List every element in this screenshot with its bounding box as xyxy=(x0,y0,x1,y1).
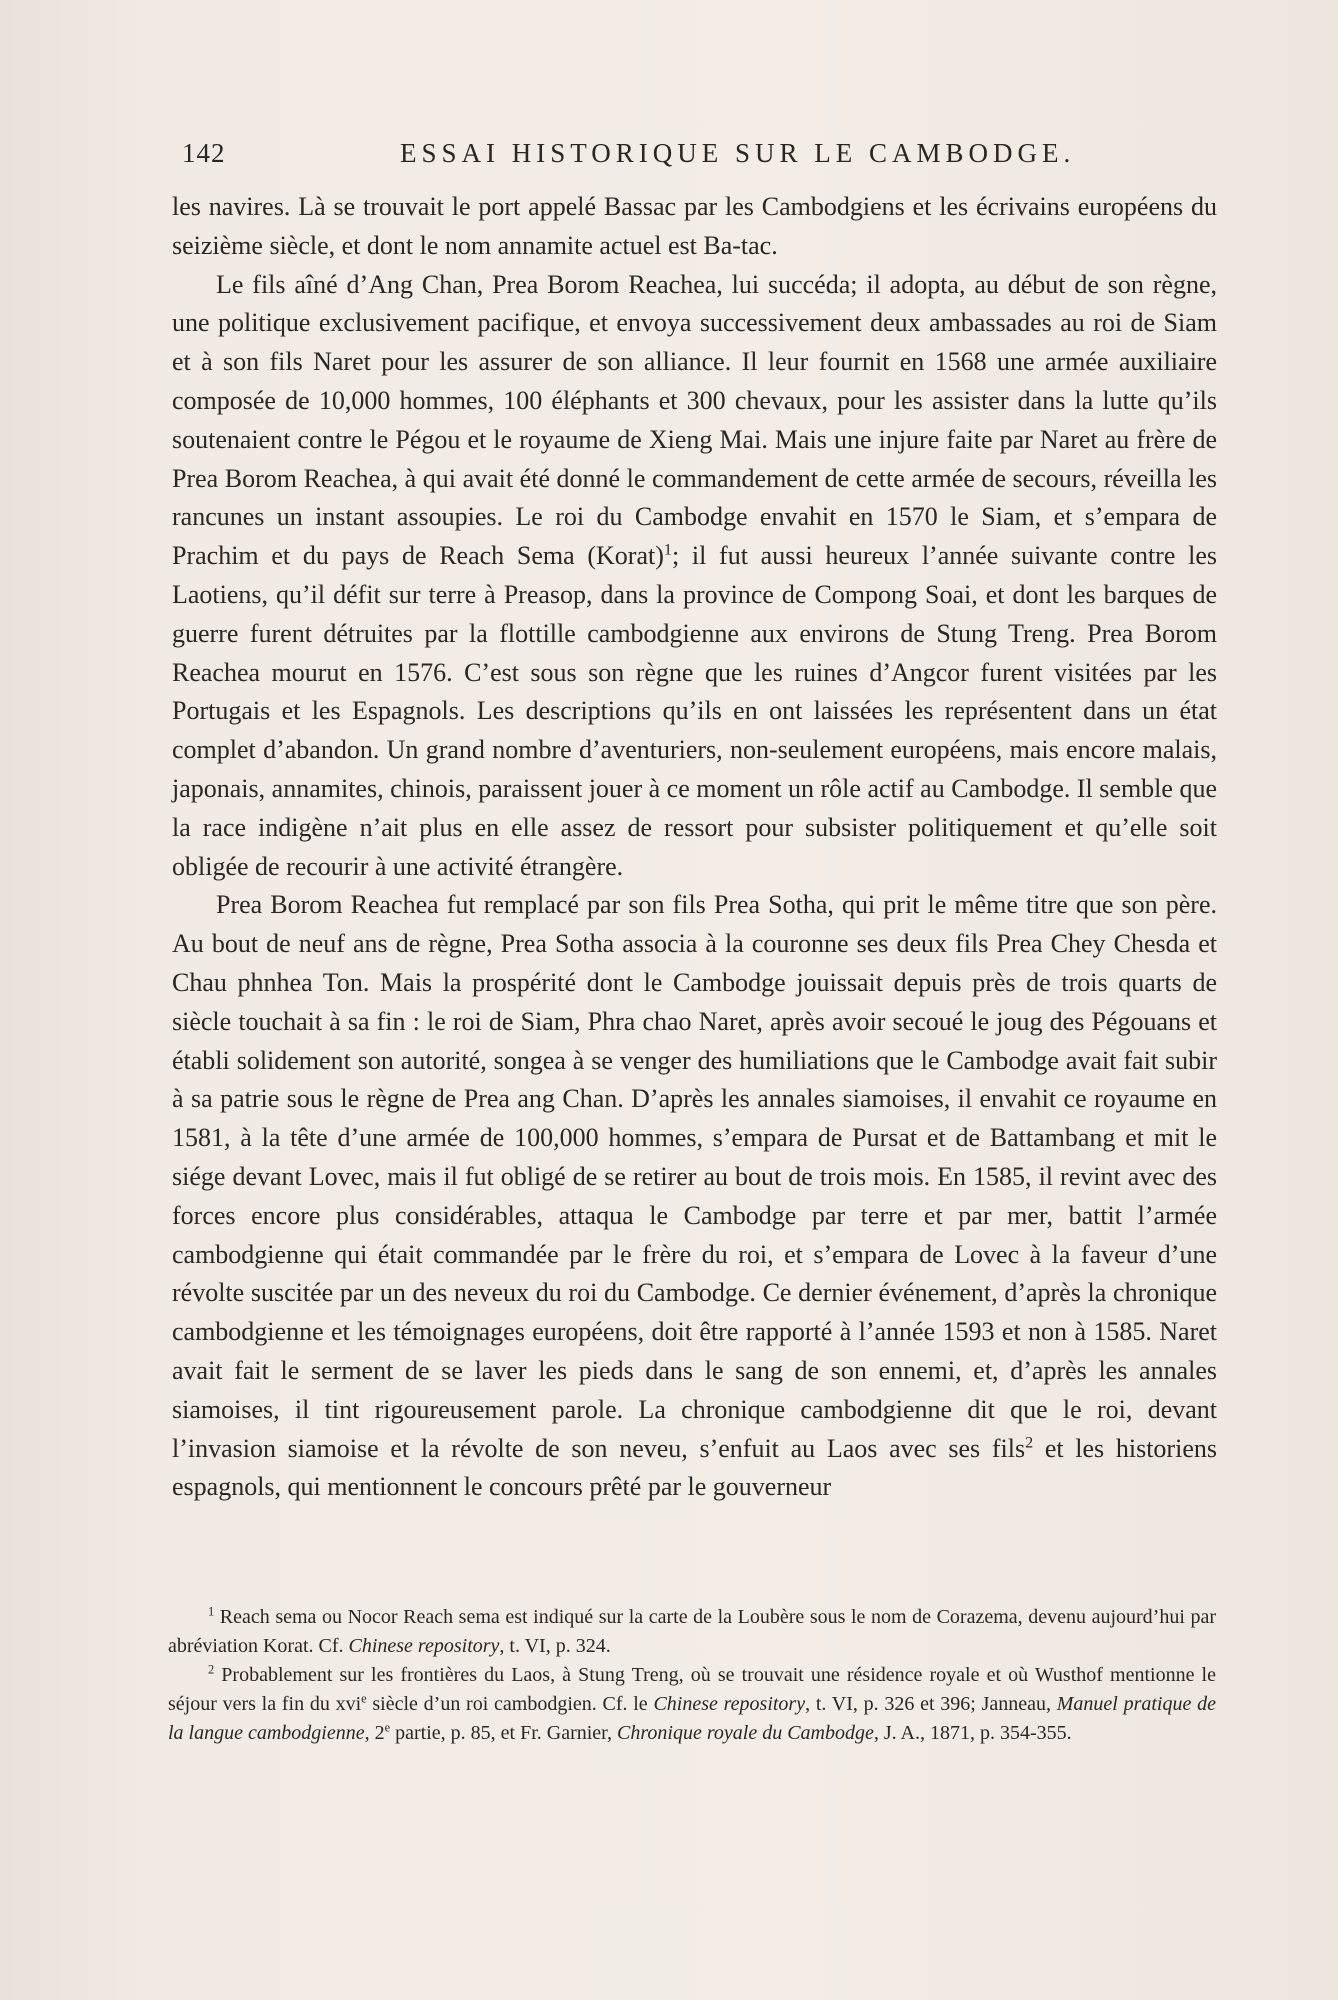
running-title: ESSAI HISTORIQUE SUR LE CAMBODGE. xyxy=(400,138,1076,168)
footnote-2-text-f: , J. A., 1871, p. 354-355. xyxy=(873,1722,1072,1744)
footnote-2-text-e: partie, p. 85, et Fr. Garnier, xyxy=(390,1722,618,1744)
footnote-2-title-2: Manuel pratique de la langue cambodgienne xyxy=(168,1693,1216,1744)
footnote-1-text-a: Reach sema ou Nocor Reach sema est indiqué sur la carte de la Loubère sous le nom de Corazema, devenu aujourd’hui par abréviation Korat. Cf. xyxy=(168,1606,1216,1657)
footnote-1-text-b: , t. VI, p. 324. xyxy=(499,1635,611,1657)
footnote-2-edition-sup: e xyxy=(384,1720,391,1735)
page-number: 142 xyxy=(182,138,226,168)
footnote-2-text-d: , 2 xyxy=(364,1722,385,1744)
footnote-2 xyxy=(168,1661,1216,1748)
footnote-ref-1[interactable]: 1 xyxy=(663,541,672,559)
footnote-2-century-sup: e xyxy=(361,1691,367,1706)
footnote-2-mark: 2 xyxy=(208,1662,215,1677)
paragraph-3-text-a: Prea Borom Reachea fut remplacé par son fils Prea Sotha, qui prit le même titre que son père. Au bout de neuf ans de règne, Prea Sotha associa à la couronne ses deux fils Prea Chey Chesda et Chau phnhea Ton. Mais la prospérité dont le Cambodge jouissait depuis près de trois quarts de siècle touchait à sa fin : le roi de Siam, Phra chao Naret, après avoir secoué le joug des Pégouans et établi solidement son autorité, songea à se venger des humiliations que le Cambodge avait fait subir à sa patrie sous le règne de Prea ang Chan. D’après les annales siamoises, il envahit ce royaume en 1581, à la tête d’une armée de 100,000 hommes, s’empara de Pursat et de Battambang et mit le siége devant Lovec, mais il fut obligé de se retirer au bout de trois mois. En 1585, il revint avec des forces encore plus considérables, attaqua le Cambodge par terre et par mer, battit l’armée cambodgienne qui était commandée par le frère du roi, et s’empara de Lovec à la faveur d’une révolte suscitée par un des neveux du roi du Cambodge. Ce dernier événement, d’après la chronique cambodgienne et les témoignages européens, doit être rapporté à l’année 1593 et non à 1585. Naret avait fait le serment de se laver les pieds dans le sang de son ennemi, et, d’après les annales siamoises, il tint rigoureusement parole. La chronique cambodgienne dit que le roi, devant l’invasion siamoise et la révolte de son neveu, s’enfuit au Laos avec ses fils xyxy=(172,890,1217,1463)
paragraph-continued xyxy=(172,188,1217,266)
footnote-2-title-1: Chinese repository xyxy=(653,1693,806,1715)
footnote-ref-2[interactable]: 2 xyxy=(1025,1433,1034,1451)
paragraph-3-text-b: et les historiens espagnols, qui mentionnent le concours prêté par le gouverneur xyxy=(172,1433,1217,1502)
footnote-2-text-b: siècle d’un roi cambodgien. Cf. le xyxy=(366,1693,654,1715)
page-header xyxy=(170,138,1215,178)
footnote-1-title: Chinese repository xyxy=(348,1635,500,1657)
footnote-1-mark: 1 xyxy=(208,1604,215,1619)
paragraph-2-text-a: Le fils aîné d’Ang Chan, Prea Borom Reachea, lui succéda; il adopta, au début de son règne, une politique exclusivement pacifique, et envoya successivement deux ambassades au roi de Siam et à son fils Naret pour les assurer de son alliance. Il leur fournit en 1568 une armée auxiliaire composée de 10,000 hommes, 100 éléphants et 300 chevaux, pour les assister dans la lutte qu’ils soutenaient contre le Pégou et le royaume de Xieng Mai. Mais une injure faite par Naret au frère de Prea Borom Reachea, à qui avait été donné le commandement de cette armée de secours, réveilla les rancunes un instant assoupies. Le roi du Cambodge envahit en 1570 le Siam, et s’empara de Prachim et du pays de Reach Sema (Korat) xyxy=(172,269,1217,571)
footnote-2-century: xvi xyxy=(335,1693,362,1715)
footnote-1 xyxy=(168,1603,1216,1661)
main-text xyxy=(172,188,1217,1507)
footnote-2-title-3: Chronique royale du Cambodge xyxy=(617,1722,874,1744)
paragraph-2 xyxy=(172,266,1217,887)
paragraph-2-text-b: ; il fut aussi heureux l’année suivante contre les Laotiens, qu’il défit sur terre à Preasop, dans la province de Compong Soai, et dont les barques de guerre furent détruites par la flottille cambodgienne aux environs de Stung Treng. Prea Borom Reachea mourut en 1576. C’est sous son règne que les ruines d’Angcor furent visitées par les Portugais et les Espagnols. Les descriptions qu’ils en ont laissées les représentent dans un état complet d’abandon. Un grand nombre d’aventuriers, non-seulement européens, mais encore malais, japonais, annamites, chinois, paraissent jouer à ce moment un rôle actif au Cambodge. Il semble que la race indigène n’ait plus en elle assez de ressort pour subsister politiquement et qu’elle soit obligée de recourir à une activité étrangère. xyxy=(172,541,1217,881)
footnote-2-text-a: Probablement sur les frontières du Laos, à Stung Treng, où se trouvait une résidence royale et où Wusthof mentionne le séjour vers la fin du xyxy=(168,1664,1216,1715)
paragraph-1-text: les navires. Là se trouvait le port appelé Bassac par les Cambodgiens et les écrivains européens du seizième siècle, et dont le nom annamite actuel est Ba-tac. xyxy=(172,192,1217,260)
paragraph-3 xyxy=(172,886,1217,1507)
footnote-2-text-c: , t. VI, p. 326 et 396; Janneau, xyxy=(805,1693,1057,1715)
footnotes xyxy=(168,1603,1216,1748)
